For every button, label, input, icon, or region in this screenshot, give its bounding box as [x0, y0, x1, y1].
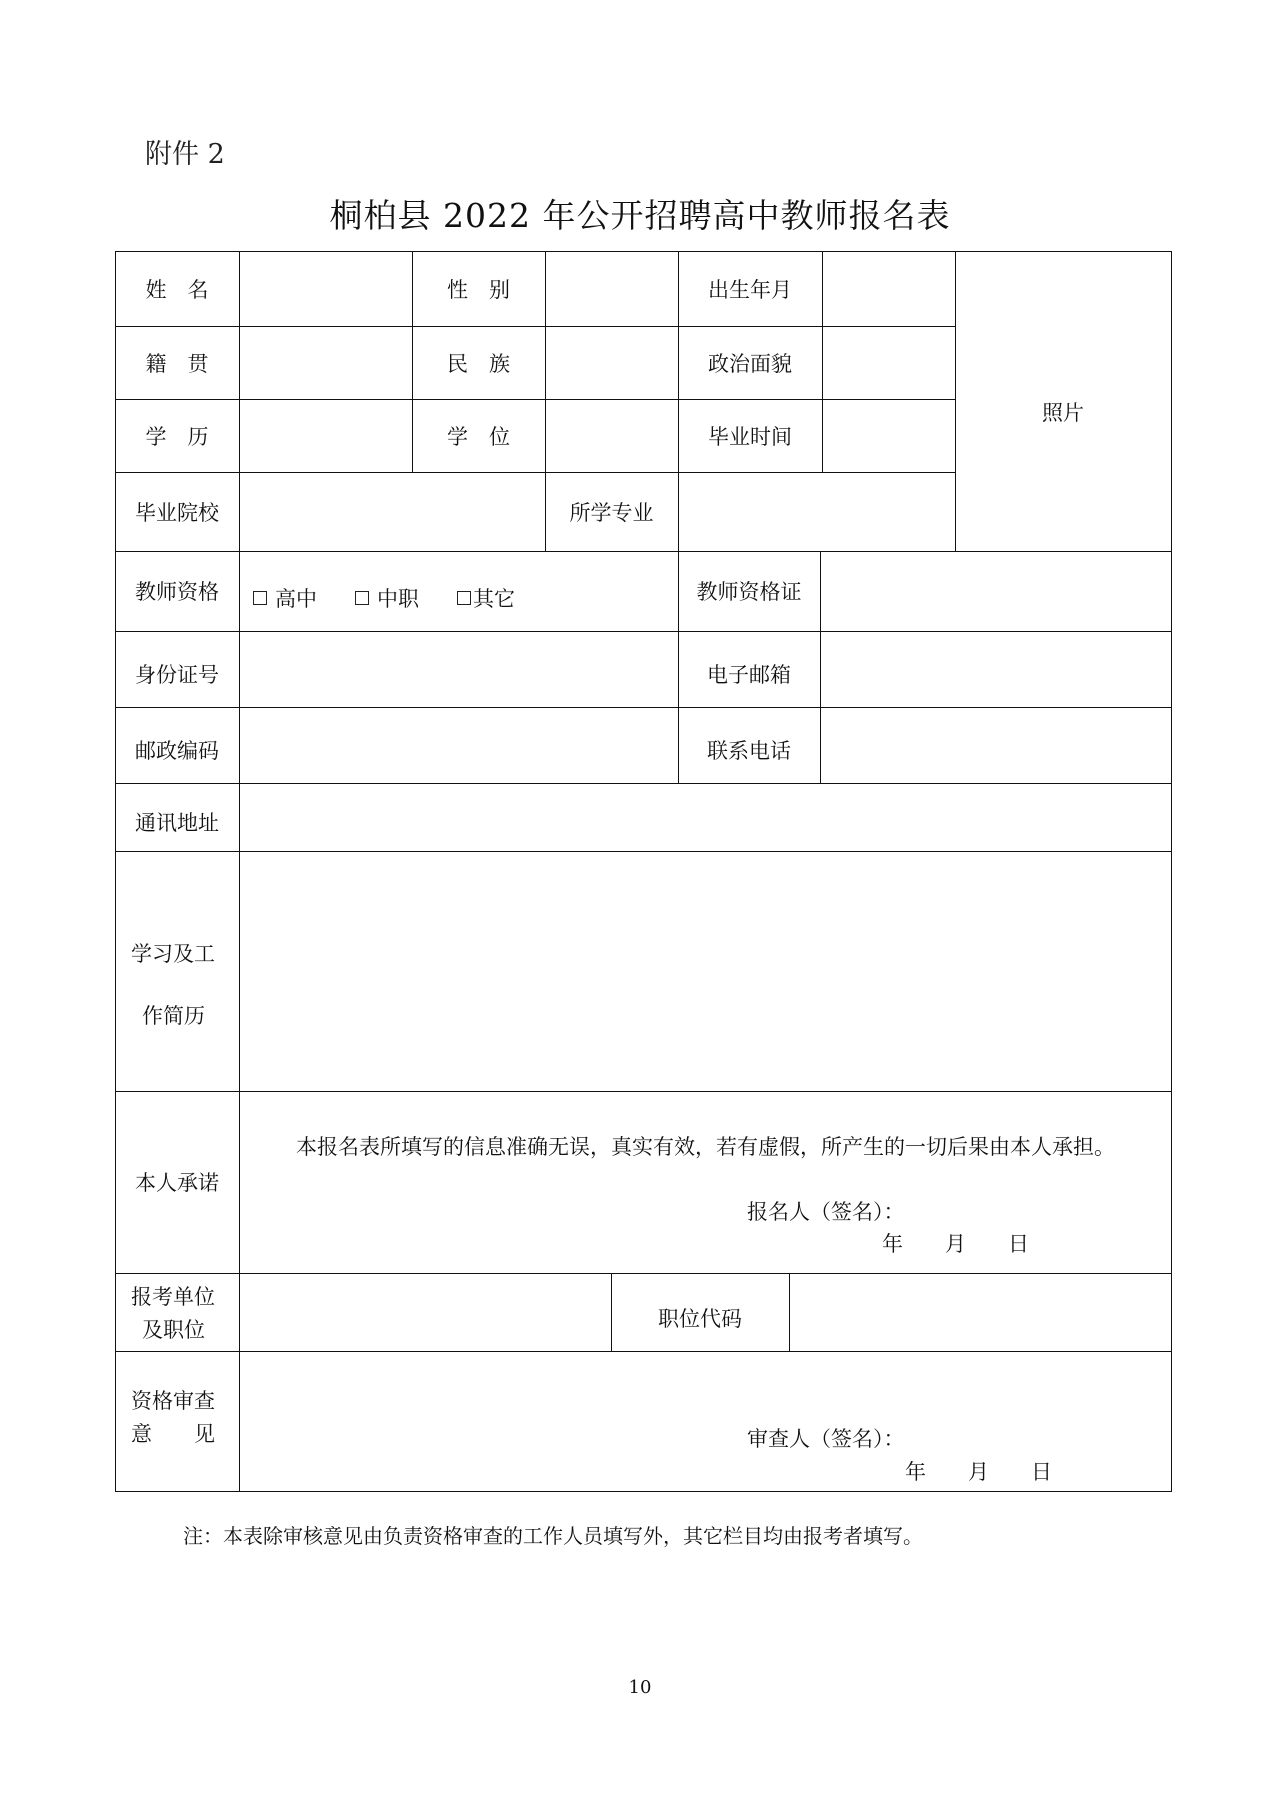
table-border-bottom — [115, 1491, 1172, 1492]
name-label: 姓 名 — [145, 277, 209, 302]
resume-field[interactable] — [239, 851, 1171, 1091]
postcode-label: 邮政编码 — [135, 739, 219, 763]
attachment-label: 附件 2 — [145, 139, 225, 170]
position-code-label: 职位代码 — [658, 1307, 742, 1331]
form-title: 桐柏县 2022 年公开招聘高中教师报名表 — [329, 196, 951, 235]
education-label: 学 历 — [145, 424, 209, 449]
qualification-option-other[interactable]: 其它 — [457, 583, 515, 613]
email-field[interactable] — [820, 631, 1171, 707]
checkbox-icon — [253, 591, 267, 605]
id-number-label: 身份证号 — [135, 663, 219, 687]
email-label: 电子邮箱 — [707, 663, 791, 687]
review-label-line1: 资格审查 — [131, 1389, 215, 1413]
page-number: 10 — [628, 1677, 652, 1698]
school-field[interactable] — [239, 472, 545, 551]
political-field[interactable] — [822, 326, 955, 399]
grad-time-label: 毕业时间 — [708, 424, 792, 449]
position-code-field[interactable] — [789, 1273, 1171, 1351]
origin-field[interactable] — [239, 326, 412, 399]
apply-unit-field[interactable] — [239, 1273, 611, 1351]
gender-label: 性 别 — [447, 277, 510, 302]
ethnicity-label: 民 族 — [447, 351, 510, 376]
review-label-line2: 意 见 — [131, 1422, 215, 1446]
qualification-option-vocational[interactable]: 中职 — [355, 583, 419, 613]
apply-label-line1: 报考单位 — [131, 1285, 215, 1309]
school-label: 毕业院校 — [135, 500, 219, 525]
review-date: 年 月 日 — [905, 1460, 1052, 1484]
major-label: 所学专业 — [569, 500, 654, 525]
grad-time-field[interactable] — [822, 399, 955, 472]
cert-field[interactable] — [820, 551, 1171, 631]
name-field[interactable] — [239, 251, 412, 326]
political-label: 政治面貌 — [708, 351, 792, 376]
table-border-right — [1171, 251, 1172, 1492]
promise-signer-label: 报名人（签名）： — [747, 1200, 905, 1224]
id-number-field[interactable] — [239, 631, 678, 707]
degree-label: 学 位 — [447, 424, 510, 449]
promise-label: 本人承诺 — [135, 1171, 219, 1195]
qualification-option-high-school[interactable]: 高中 — [253, 583, 317, 613]
gender-field[interactable] — [545, 251, 678, 326]
ethnicity-field[interactable] — [545, 326, 678, 399]
degree-field[interactable] — [545, 399, 678, 472]
qualification-label: 教师资格 — [135, 580, 219, 604]
address-field[interactable] — [239, 783, 1171, 851]
review-signer-label: 审查人（签名）： — [747, 1427, 905, 1451]
resume-label-line2: 作简历 — [142, 1004, 205, 1028]
education-field[interactable] — [239, 399, 412, 472]
apply-label-line2: 及职位 — [142, 1318, 205, 1342]
promise-date: 年 月 日 — [882, 1232, 1029, 1256]
checkbox-icon — [457, 591, 471, 605]
phone-label: 联系电话 — [707, 739, 791, 763]
address-label: 通讯地址 — [135, 811, 219, 835]
origin-label: 籍 贯 — [145, 351, 209, 376]
checkbox-icon — [355, 591, 369, 605]
row-divider — [115, 1091, 1172, 1092]
resume-label-line1: 学习及工 — [131, 942, 215, 966]
row-divider — [115, 1351, 1172, 1352]
footnote: 注：本表除审核意见由负责资格审查的工作人员填写外，其它栏目均由报考者填写。 — [183, 1524, 923, 1548]
qualification-options — [253, 551, 553, 631]
phone-field[interactable] — [820, 707, 1171, 783]
birth-field[interactable] — [822, 251, 955, 326]
promise-text: 本报名表所填写的信息准确无误，真实有效，若有虚假，所产生的一切后果由本人承担。 — [296, 1135, 1115, 1159]
birth-label: 出生年月 — [708, 277, 792, 302]
cert-label: 教师资格证 — [696, 580, 802, 604]
major-field[interactable] — [678, 472, 955, 551]
registration-form-table — [115, 251, 1172, 1492]
postcode-field[interactable] — [239, 707, 678, 783]
photo-area[interactable]: 照片 — [1042, 401, 1084, 425]
